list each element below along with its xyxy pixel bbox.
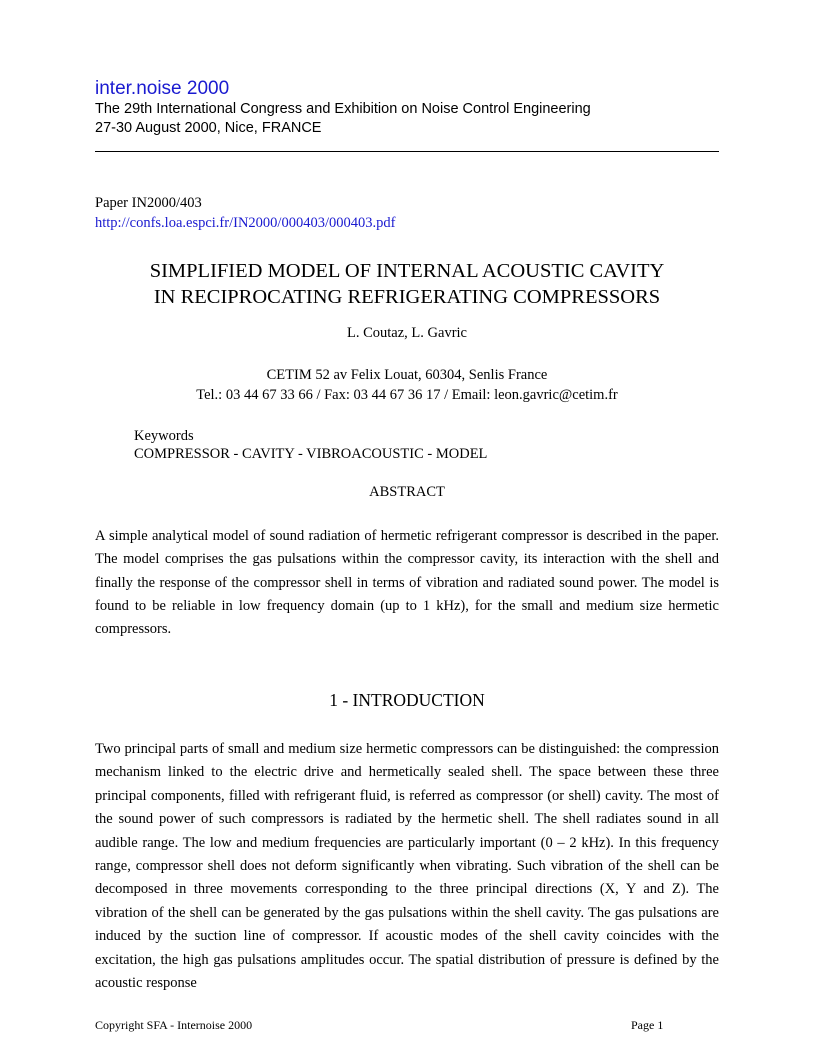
paper-id: Paper IN2000/403	[95, 195, 202, 211]
affiliation-address: CETIM 52 av Felix Louat, 60304, Senlis France	[266, 367, 548, 383]
keywords-block	[134, 427, 487, 463]
abstract-heading: ABSTRACT	[369, 484, 445, 500]
conference-name: inter.noise 2000	[95, 78, 230, 99]
abstract-text: A simple analytical model of sound radiation of hermetic refrigerant compressor is described in the paper. The model comprises the gas pulsations within the compressor cavity, its interaction with the shell and finally the response of the compressor shell in terms of vibration and radiated sound power. The model is found to be reliable in low frequency domain (up to 1 kHz), for the small and medium size hermetic compressors.	[95, 528, 719, 638]
title-line-2: IN RECIPROCATING REFRIGERATING COMPRESSORS	[153, 286, 661, 308]
paper-reference	[95, 193, 395, 233]
introduction-heading: 1 - INTRODUCTION	[329, 690, 485, 710]
introduction-text: Two principal parts of small and medium size hermetic compressors can be distinguished: the compression mechanism linked to the electric drive and hermetically sealed shell. The space between these three principal components, filled with refrigerant fluid, is referred as compressor (or shell) cavity. The most of the sound power of such compressors is radiated by the hermetic shell. The shell radiates sound in all audible range. The low and medium frequencies are particularly important (0 – 2 kHz). In this frequency range, compressor shell does not deform significantly when vibrating. Such vibration of the shell can be decomposed in three movements corresponding to the three principal directions (X, Y and Z). The vibration of the shell can be generated by the gas pulsations within the shell cavity. The gas pulsations are induced by the suction line of compressor. If acoustic modes of the shell cavity coincides with the excitation, the high gas pulsations amplitudes occur. The spatial distribution of pressure is defined by the acoustic response	[95, 741, 719, 992]
congress-line: The 29th International Congress and Exhibition on Noise Control Engineering	[95, 101, 591, 117]
keywords-label: Keywords	[134, 428, 194, 444]
conference-info	[95, 100, 735, 138]
authors: L. Coutaz, L. Gavric	[347, 325, 467, 341]
keywords-list: COMPRESSOR - CAVITY - VIBROACOUSTIC - MODEL	[134, 446, 488, 462]
footer-page-number: Page 1	[631, 1018, 664, 1032]
paper-title	[95, 258, 719, 310]
affiliation	[95, 365, 719, 405]
paper-url-link[interactable]: http://confs.loa.espci.fr/IN2000/000403/000403.pdf	[95, 215, 396, 231]
header-divider	[95, 151, 719, 152]
affiliation-contact: Tel.: 03 44 67 33 66 / Fax: 03 44 67 36 17 / Email: leon.gavric@cetim.fr	[196, 387, 618, 403]
date-location: 27-30 August 2000, Nice, FRANCE	[95, 120, 322, 136]
title-line-1: SIMPLIFIED MODEL OF INTERNAL ACOUSTIC CAVITY	[149, 260, 665, 282]
footer-copyright: Copyright SFA - Internoise 2000	[95, 1018, 253, 1032]
